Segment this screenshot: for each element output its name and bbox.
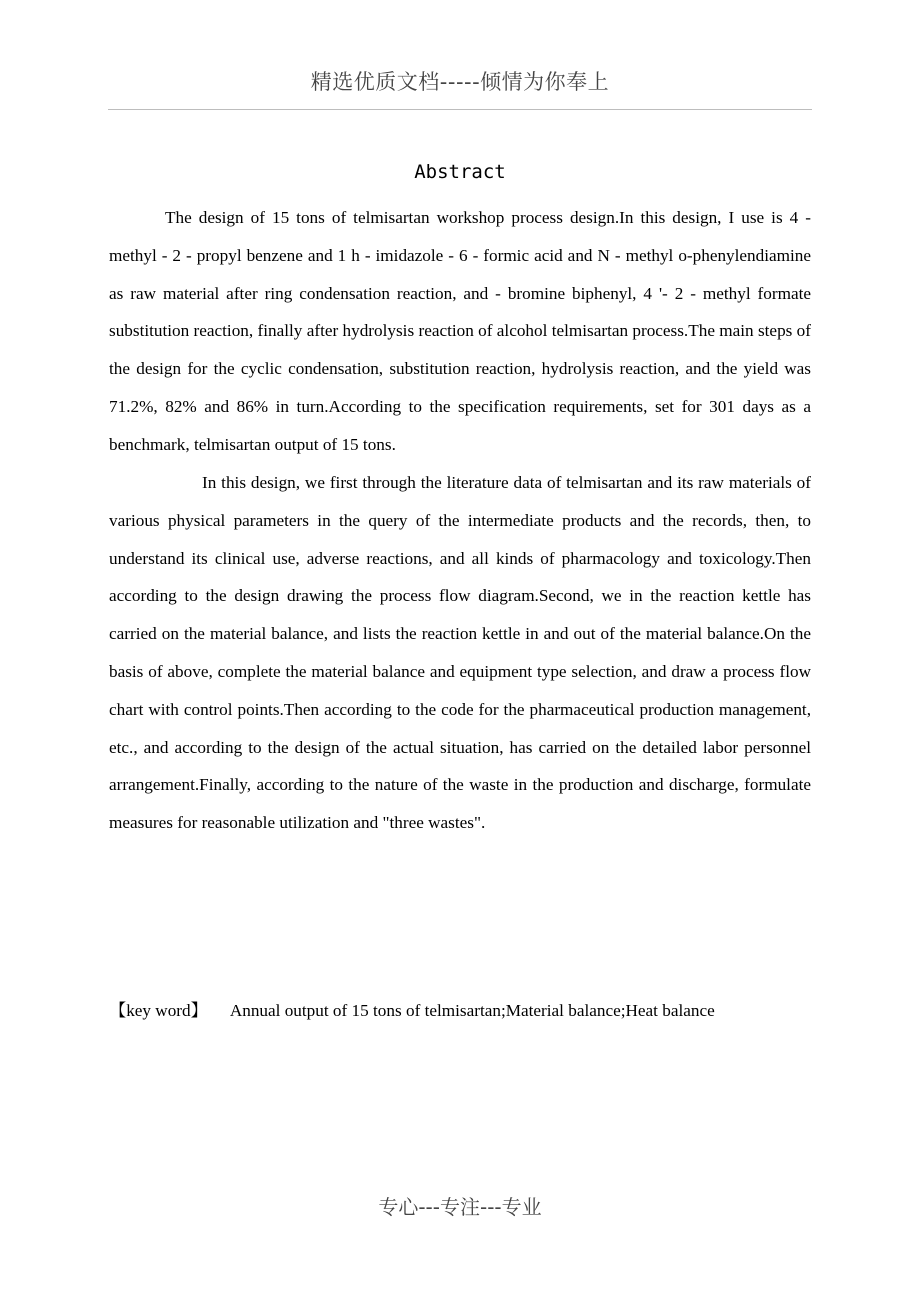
page-header: 精选优质文档-----倾情为你奉上	[310, 70, 610, 94]
abstract-title: Abstract	[414, 161, 506, 183]
keywords-text: Annual output of 15 tons of telmisartan;Material balance;Heat balance	[229, 1001, 715, 1020]
abstract-paragraph-2: In this design, we first through the literature data of telmisartan and its raw materials of various physical parameters in the query of the intermediate products and the records, then, to understand its clinical use, adverse reactions, and all kinds of pharmacology and toxicology.Then according to the design drawing the process flow diagram.Second, we in the reaction kettle has carried on the material balance, and lists the reaction kettle in and out of the material balance.On the basis of above, complete the material balance and equipment type selection, and draw a process flow chart with control points.Then according to the code for the pharmaceutical production management, etc., and according to the design of the actual situation, has carried on the detailed labor personnel arrangement.Finally, according to the nature of the waste in the production and discharge, formulate measures for reasonable utilization and "three wastes".	[109, 473, 811, 833]
keywords-label: 【key word】	[109, 1001, 208, 1020]
header-divider	[108, 109, 812, 110]
keywords-line	[109, 997, 829, 1025]
page-footer: 专心---专注---专业	[378, 1195, 542, 1219]
abstract-paragraph-1: The design of 15 tons of telmisartan workshop process design.In this design, I use is 4 - methyl - 2 - propyl benzene and 1 h - imidazole - 6 - formic acid and N - methyl o-phenylendiamine as raw material after ring condensation reaction, and - bromine biphenyl, 4 '- 2 - methyl formate substitution reaction, finally after hydrolysis reaction of alcohol telmisartan process.The main steps of the design for the cyclic condensation, substitution reaction, hydrolysis reaction, and the yield was 71.2%, 82% and 86% in turn.According to the specification requirements, set for 301 days as a benchmark, telmisartan output of 15 tons.	[109, 208, 811, 454]
